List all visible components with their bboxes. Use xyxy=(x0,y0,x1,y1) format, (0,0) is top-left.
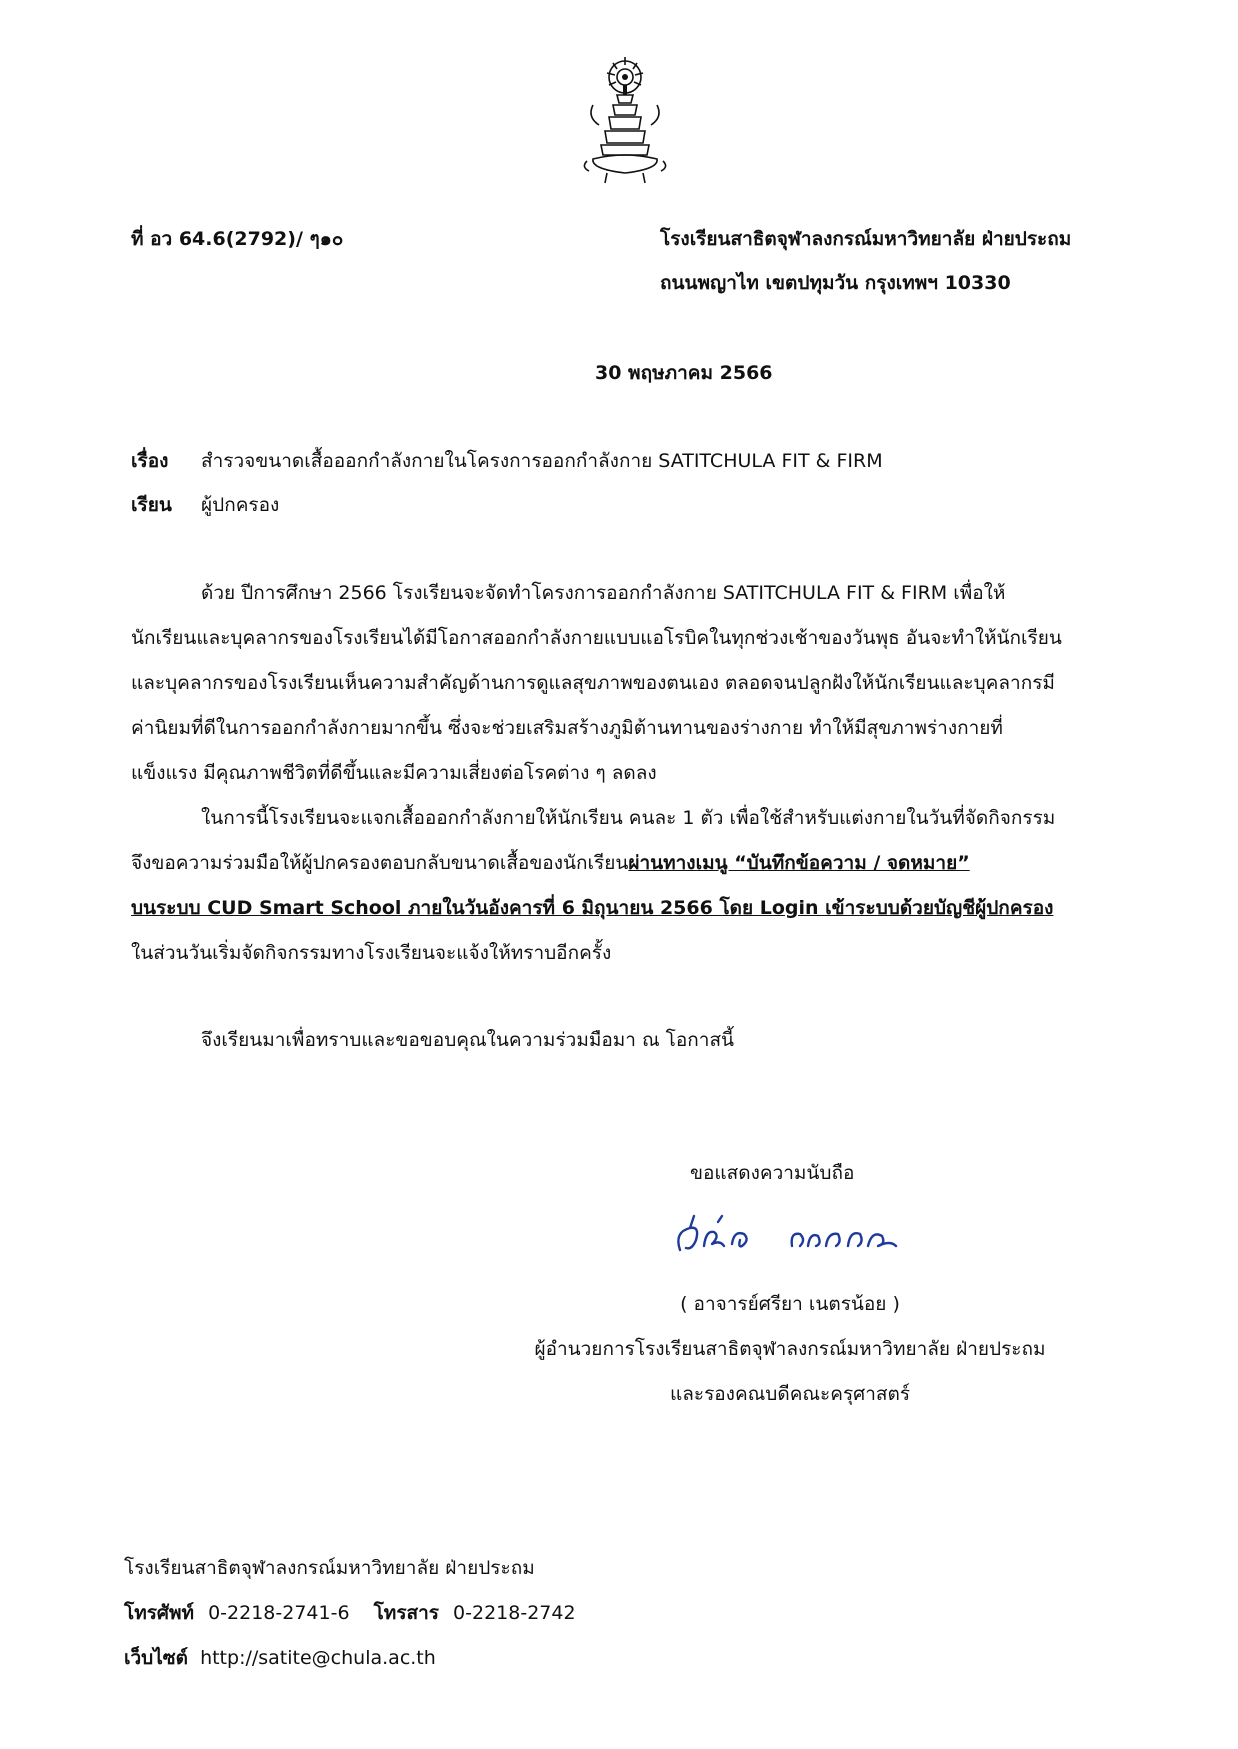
footer-fax-label: โทรสาร xyxy=(373,1602,439,1624)
subject-text: สำรวจขนาดเสื้อออกกำลังกายในโครงการออกกำลังกาย SATITCHULA FIT & FIRM xyxy=(201,450,883,472)
para2-line1: ในการนี้โรงเรียนจะแจกเสื้อออกกำลังกายให้นักเรียน คนละ 1 ตัว เพื่อใช้สำหรับแต่งกายในวันที่จัดกิจกรรม xyxy=(201,807,1056,829)
recipient-text: ผู้ปกครอง xyxy=(201,494,280,516)
footer-web-label: เว็บไซต์ xyxy=(124,1647,189,1669)
school-address: ถนนพญาไท เขตปทุมวัน กรุงเทพฯ 10330 xyxy=(660,272,1011,294)
para2-line3-emphasis: บนระบบ CUD Smart School ภายในวันอังคารที่ 6 มิถุนายน 2566 โดย Login เข้าระบบด้วยบัญชีผู้ปกครอง xyxy=(131,897,1054,919)
footer-phone-label: โทรศัพท์ xyxy=(124,1602,195,1624)
subject-label: เรื่อง xyxy=(131,450,169,472)
para2-line2-plain: จึงขอความร่วมมือให้ผู้ปกครองตอบกลับขนาดเสื้อของนักเรียน xyxy=(131,852,629,874)
signer-name: ( อาจารย์ศรียา เนตรน้อย ) xyxy=(680,1293,900,1315)
chulalongkorn-emblem-logo xyxy=(577,55,673,187)
para2-line4: ในส่วนวันเริ่มจัดกิจกรรมทางโรงเรียนจะแจ้งให้ทราบอีกครั้ง xyxy=(131,942,612,964)
para1-line4: ค่านิยมที่ดีในการออกกำลังกายมากขึ้น ซึ่งจะช่วยเสริมสร้างภูมิต้านทานของร่างกาย ทำให้มีสุขภาพร่างกายที่ xyxy=(131,717,1003,739)
closing-paragraph: จึงเรียนมาเพื่อทราบและขอขอบคุณในความร่วมมือมา ณ โอกาสนี้ xyxy=(201,1029,735,1051)
footer-school: โรงเรียนสาธิตจุฬาลงกรณ์มหาวิทยาลัย ฝ่ายประถม xyxy=(124,1557,535,1579)
footer-web-url[interactable]: http://satite@chula.ac.th xyxy=(200,1647,436,1669)
footer-web xyxy=(124,1643,436,1673)
para2-line2 xyxy=(131,848,970,878)
footer-fax: 0-2218-2742 xyxy=(453,1602,576,1624)
para2-line2-emphasis: ผ่านทางเมนู “บันทึกข้อความ / จดหมาย” xyxy=(628,852,970,874)
signer-title-1: ผู้อำนวยการโรงเรียนสาธิตจุฬาลงกรณ์มหาวิทยาลัย ฝ่ายประถม xyxy=(534,1338,1046,1360)
school-name: โรงเรียนสาธิตจุฬาลงกรณ์มหาวิทยาลัย ฝ่ายประถม xyxy=(660,228,1072,250)
para1-line3: และบุคลากรของโรงเรียนเห็นความสำคัญด้านการดูแลสุขภาพของตนเอง ตลอดจนปลูกฝังให้นักเรียนและบุคลากรมี xyxy=(131,672,1055,694)
closing-salutation: ขอแสดงความนับถือ xyxy=(690,1162,855,1184)
reference-number: ที่ อว 64.6(2792)/ ๆ๑๐ xyxy=(131,228,344,250)
letter-date: 30 พฤษภาคม 2566 xyxy=(595,362,773,384)
handwritten-signature xyxy=(660,1210,930,1270)
para1-line5: แข็งแรง มีคุณภาพชีวิตที่ดีขึ้นและมีความเสี่ยงต่อโรคต่าง ๆ ลดลง xyxy=(131,762,657,784)
para1-line2: นักเรียนและบุคลากรของโรงเรียนได้มีโอกาสออกกำลังกายแบบแอโรบิคในทุกช่วงเช้าของวันพุธ อันจะทำให้นักเรียน xyxy=(131,627,1062,649)
recipient-label: เรียน xyxy=(131,494,172,516)
para1-line1: ด้วย ปีการศึกษา 2566 โรงเรียนจะจัดทำโครงการออกกำลังกาย SATITCHULA FIT & FIRM เพื่อให้ xyxy=(201,582,1006,604)
footer-contact xyxy=(124,1598,576,1628)
footer-phone: 0-2218-2741-6 xyxy=(208,1602,350,1624)
signer-title-2: และรองคณบดีคณะครุศาสตร์ xyxy=(669,1383,911,1405)
